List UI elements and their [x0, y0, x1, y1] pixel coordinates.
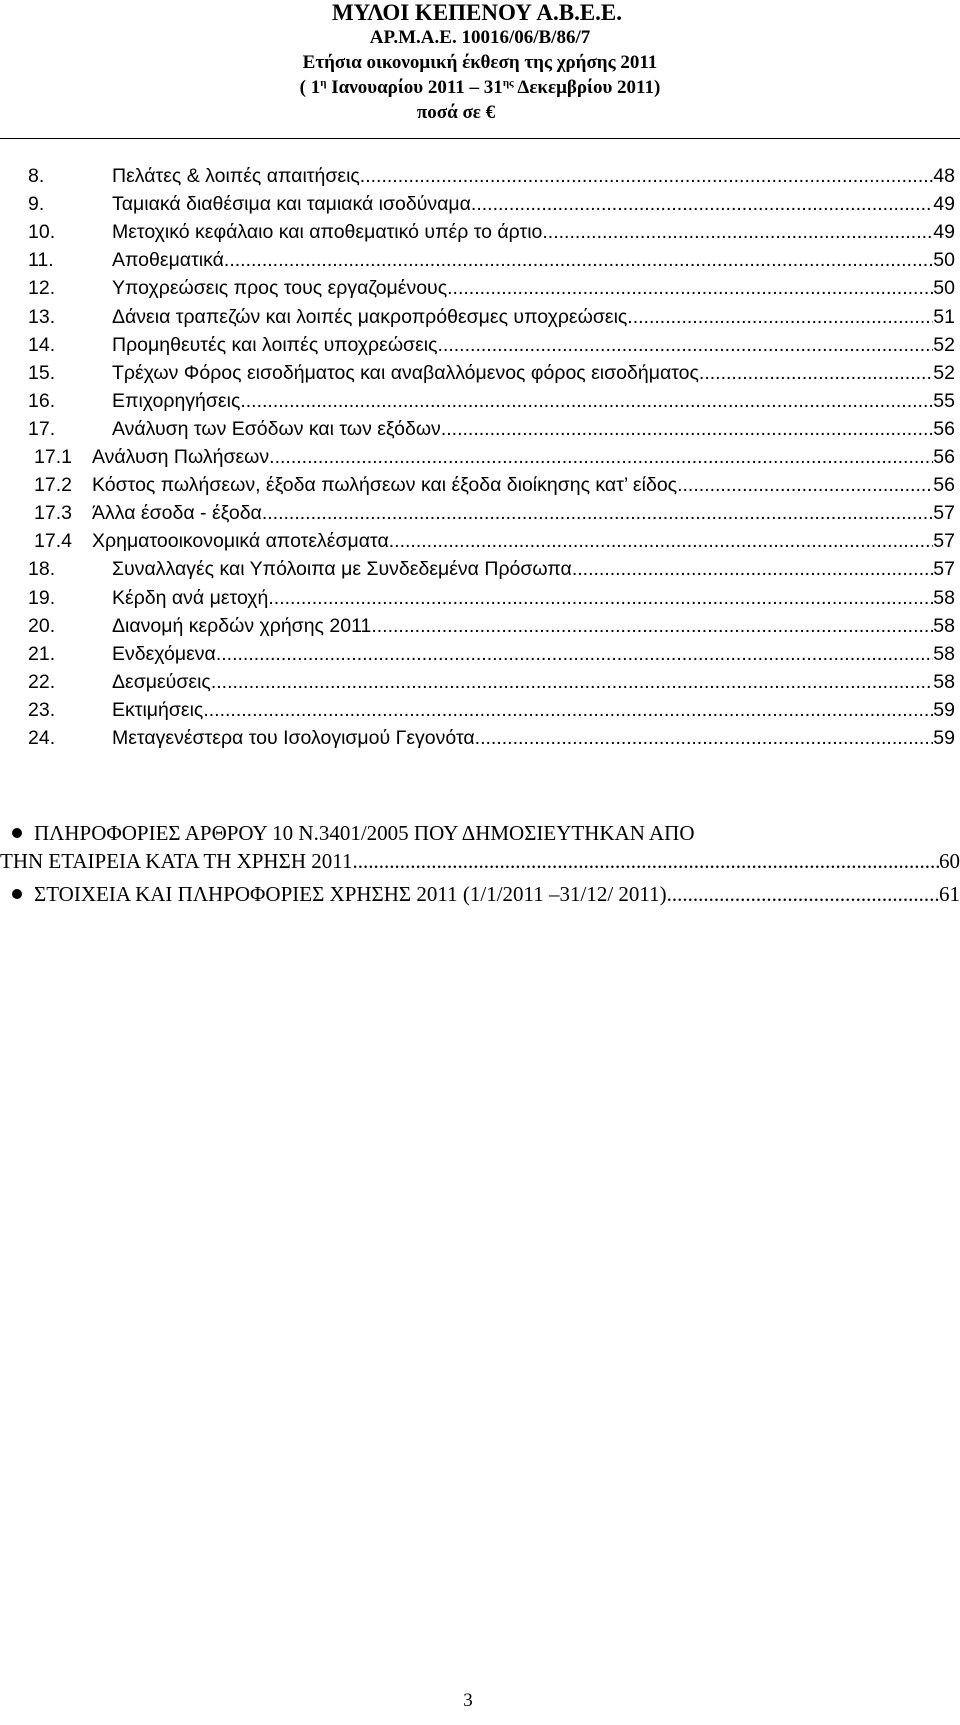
- toc-entry-title: Αποθεματικά: [112, 249, 224, 272]
- toc-entry-number: 11.: [28, 249, 54, 272]
- toc-entry[interactable]: [28, 190, 955, 218]
- bullet-item-text: ΣΤΟΙΧΕΙΑ ΚΑΙ ΠΛΗΡΟΦΟΡΙΕΣ ΧΡΗΣΗΣ 2011 (1/1/2011 –31/12/ 2011): [34, 882, 667, 906]
- toc-entry-title: Υποχρεώσεις προς τους εργαζομένους: [112, 277, 448, 300]
- toc-entry-title: Προμηθευτές και λοιπές υποχρεώσεις: [112, 333, 438, 356]
- toc-entry-title: Ενδεχόμενα: [112, 642, 216, 665]
- toc-entry-title: Πελάτες & λοιπές απαιτήσεις: [112, 165, 360, 187]
- toc-entry[interactable]: [28, 359, 955, 387]
- toc-entry-number: 12.: [28, 277, 56, 300]
- toc-entry-page: 56: [933, 446, 955, 468]
- reporting-period: ( $1^\eta$ Ιανουαρίου $2011 - 31^{\eta\varsigma}$ Δεκεμβρίου 2011): [299, 77, 661, 98]
- dot-leader: [371, 612, 933, 640]
- registry-number: ΑΡ.Μ.Α.Ε. 10016/06/Β/86/7: [369, 27, 591, 48]
- currency-note: ποσά σε €: [416, 102, 496, 123]
- bullet-item-usage-info[interactable]: [0, 880, 960, 908]
- toc-entry[interactable]: [34, 527, 955, 555]
- toc-entry-page: 56: [933, 474, 955, 497]
- dot-leader: [240, 387, 933, 415]
- toc-entry-title: Μεταγενέστερα του Ισολογισμού Γεγονότα: [112, 727, 475, 749]
- document-header: [0, 0, 960, 125]
- dot-leader: [441, 415, 933, 443]
- dot-leader: [572, 555, 933, 583]
- dot-leader: [447, 274, 933, 302]
- dot-leader: [475, 724, 934, 752]
- toc-entry-page: 58: [933, 642, 955, 665]
- toc-entry-page: 49: [933, 221, 955, 244]
- toc-entry-number: 18.: [28, 558, 56, 581]
- toc-entry-page: 48: [933, 165, 955, 187]
- header-divider: [0, 138, 960, 139]
- toc-entry-page: 52: [933, 333, 955, 356]
- toc-entry-page: 55: [933, 389, 955, 412]
- dot-leader: [224, 246, 933, 274]
- toc-entry-number: 14.: [28, 333, 56, 356]
- bullet-item-article10[interactable]: [0, 819, 960, 847]
- bullet-icon: [12, 889, 22, 899]
- toc-entry[interactable]: [28, 246, 955, 274]
- toc-entry[interactable]: [28, 162, 955, 190]
- toc-entry-number: 16.: [28, 389, 56, 412]
- toc-entry[interactable]: [28, 303, 955, 331]
- toc-entry-page: 58: [933, 586, 955, 609]
- toc-entry-title: Κέρδη ανά μετοχή: [112, 586, 269, 609]
- toc-entry-title: Δάνεια τραπεζών και λοιπές μακροπρόθεσμες υποχρεώσεις: [112, 305, 628, 328]
- toc-entry-number: 13.: [28, 305, 56, 328]
- toc-entry[interactable]: [28, 696, 955, 724]
- toc-entry-number: 23.: [28, 698, 56, 721]
- toc-entry-page: 56: [933, 417, 955, 440]
- toc-entry-number: 17.2: [34, 474, 72, 497]
- toc-entry[interactable]: [28, 612, 955, 640]
- dot-leader: [699, 359, 933, 387]
- toc-entry[interactable]: [34, 499, 955, 527]
- bullet-item-article10-continuation[interactable]: [0, 847, 960, 875]
- toc-entry-title: Διανομή κερδών χρήσης 2011: [112, 614, 372, 637]
- toc-entry-title: Ανάλυση Πωλήσεων: [92, 446, 270, 468]
- toc-entry-page: 58: [933, 614, 955, 637]
- toc-entry[interactable]: [28, 387, 955, 415]
- company-name: ΜΥΛΟΙ ΚΕΠΕΝΟΥ Α.Β.Ε.Ε.: [331, 0, 623, 25]
- bullet-item-text: ΠΛΗΡΟΦΟΡΙΕΣ ΑΡΘΡΟΥ 10 Ν.3401/2005 ΠΟΥ ΔΗΜΟΣΙΕΥΤΗΚΑΝ ΑΠΟ: [34, 821, 695, 845]
- page-ref: 60: [939, 849, 960, 873]
- toc-entry-number: 10.: [28, 221, 56, 244]
- toc-entry-title: Εκτιμήσεις: [112, 698, 204, 721]
- toc-entry-number: 8.: [28, 165, 45, 187]
- toc-entry[interactable]: [28, 555, 955, 583]
- toc-entry-title: Δεσμεύσεις: [112, 670, 211, 693]
- toc-entry-number: 22.: [28, 670, 56, 693]
- bullet-item-text: ΤΗΝ ΕΤΑΙΡΕΙΑ ΚΑΤΑ ΤΗ ΧΡΗΣΗ 2011: [0, 849, 353, 873]
- dot-leader: [216, 640, 933, 668]
- toc-entry-page: 49: [933, 193, 955, 216]
- toc-entry-number: 17.4: [34, 530, 72, 553]
- dot-leader: [269, 443, 933, 471]
- toc-entry-page: 59: [933, 698, 955, 721]
- dot-leader: [262, 499, 933, 527]
- toc-entry[interactable]: [28, 218, 955, 246]
- dot-leader: [389, 527, 934, 555]
- toc-entry-number: 21.: [28, 642, 56, 665]
- toc-entry-title: Άλλα έσοδα - έξοδα: [92, 502, 262, 525]
- dot-leader: [542, 218, 933, 246]
- toc-entry[interactable]: [28, 274, 955, 302]
- dot-leader: [667, 880, 939, 908]
- toc-entry-number: 24.: [28, 727, 56, 749]
- toc-entry[interactable]: [28, 331, 955, 359]
- toc-entry[interactable]: [28, 415, 955, 443]
- dot-leader: [438, 331, 934, 359]
- toc-entry-title: Ταμιακά διαθέσιμα και ταμιακά ισοδύναμα: [112, 193, 471, 216]
- toc-entry-title: Χρηματοοικονομικά αποτελέσματα: [92, 530, 389, 553]
- dot-leader: [352, 847, 939, 875]
- toc-entry-title: Τρέχων Φόρος εισοδήματος και αναβαλλόμενος φόρος εισοδήματος: [112, 361, 699, 384]
- toc-entry-page: 59: [933, 727, 955, 749]
- toc-entry-number: 17.3: [34, 502, 72, 525]
- toc-entry-page: 51: [933, 305, 955, 328]
- toc-entry-number: 19.: [28, 586, 56, 609]
- dot-leader: [360, 162, 934, 190]
- toc-entry-title: Κόστος πωλήσεων, έξοδα πωλήσεων και έξοδα διοίκησης κατ’ είδος: [92, 474, 678, 497]
- toc-entry-title: Ανάλυση των Εσόδων και των εξόδων: [112, 417, 441, 440]
- report-title: Ετήσια οικονομική έκθεση της χρήσης 2011: [302, 52, 658, 73]
- dot-leader: [627, 303, 933, 331]
- dot-leader: [203, 696, 933, 724]
- toc-entry-number: 17.: [28, 417, 56, 440]
- toc-entry[interactable]: [28, 668, 955, 696]
- toc-entry-page: 58: [933, 670, 955, 693]
- toc-entry[interactable]: [34, 471, 955, 499]
- dot-leader: [211, 668, 933, 696]
- toc-entry-number: 17.1: [34, 446, 72, 468]
- bullet-icon: [12, 828, 22, 838]
- page-number: 3: [463, 1690, 473, 1711]
- toc-entry-number: 20.: [28, 614, 56, 637]
- toc-entry-page: 57: [933, 558, 955, 581]
- toc-entry[interactable]: [28, 724, 955, 752]
- page-ref: 61: [939, 882, 960, 906]
- toc-entry-title: Μετοχικό κεφάλαιο και αποθεματικό υπέρ το άρτιο: [112, 221, 543, 244]
- toc-entry-page: 50: [933, 277, 955, 300]
- toc-entry-page: 57: [933, 502, 955, 525]
- dot-leader: [471, 190, 933, 218]
- toc-entry-page: 57: [933, 530, 955, 553]
- toc-entry[interactable]: [28, 584, 955, 612]
- toc-entry-page: 52: [933, 361, 955, 384]
- dot-leader: [268, 584, 933, 612]
- toc-entry-number: 9.: [28, 193, 45, 216]
- toc-entry-title: Συναλλαγές και Υπόλοιπα με Συνδεδεμένα Πρόσωπα: [112, 558, 572, 581]
- toc-entry[interactable]: [34, 443, 955, 471]
- toc-entry-title: Επιχορηγήσεις: [112, 389, 241, 412]
- toc-entry-page: 50: [933, 249, 955, 272]
- toc-entry[interactable]: [28, 640, 955, 668]
- toc-entry-number: 15.: [28, 361, 56, 384]
- dot-leader: [677, 471, 933, 499]
